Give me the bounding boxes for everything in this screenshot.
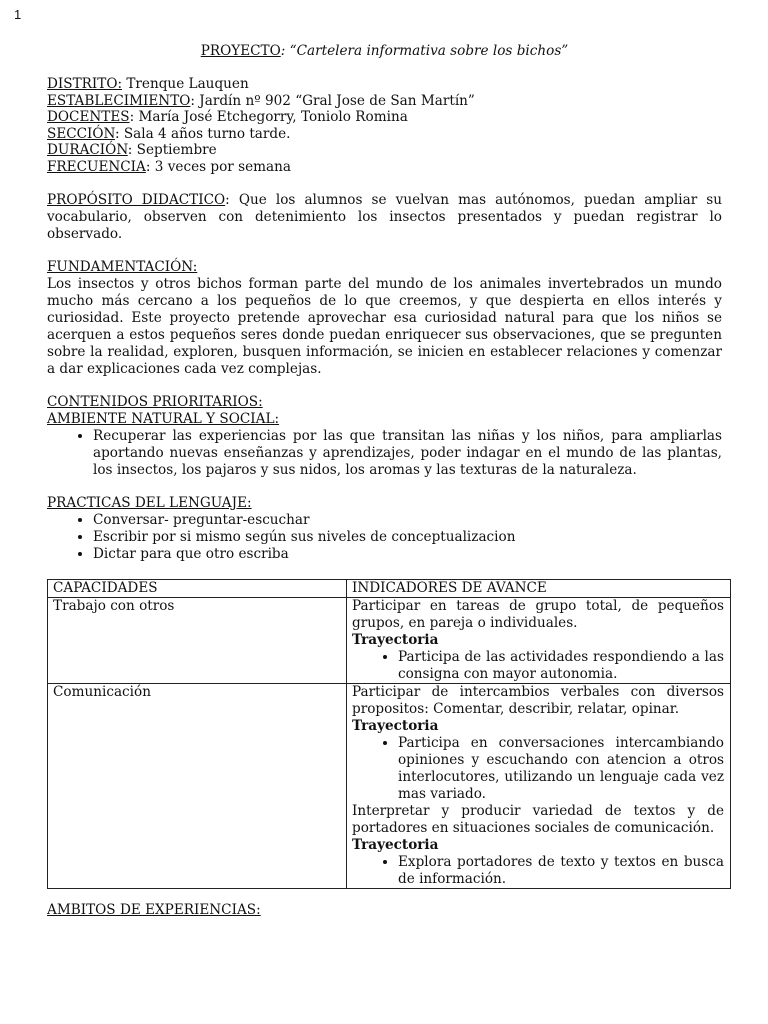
- indicador-cell: [347, 683, 731, 888]
- meta-label: DURACIÓN: [47, 142, 128, 159]
- meta-value: Trenque Lauquen: [122, 76, 249, 92]
- practicas-heading: PRACTICAS DEL LENGUAJE:: [47, 494, 252, 511]
- contenidos-section: [47, 394, 722, 479]
- practicas-section: [47, 495, 722, 563]
- indicador-text: Participar en tareas de grupo total, de pequeños grupos, en pareja o individuales.: [352, 597, 724, 631]
- meta-establecimiento: [47, 93, 722, 110]
- fundamentacion-heading: FUNDAMENTACIÓN:: [47, 258, 198, 275]
- meta-value: : Sala 4 años turno tarde.: [114, 125, 291, 142]
- indicador-cell: [347, 597, 731, 683]
- trayectoria-list: [352, 854, 724, 888]
- proposito-heading: PROPÓSITO DIDACTICO: [47, 191, 226, 208]
- meta-docentes: [47, 109, 722, 126]
- table-row: [48, 683, 731, 888]
- list-item: • Escribir por si mismo según sus niveles de conceptualizacion: [93, 529, 722, 546]
- list-item: • Participa en conversaciones intercambiando opiniones y escuchando con atencion a otros interlocutores, utilizando un lenguaje cada vez mas variado.: [398, 735, 724, 803]
- table-header: INDICADORES DE AVANCE: [347, 579, 731, 597]
- ambitos-heading: AMBITOS DE EXPERIENCIAS:: [47, 901, 261, 918]
- list-item: • Conversar- preguntar-escuchar: [93, 512, 722, 529]
- trayectoria-list: [352, 735, 724, 803]
- capacidad-cell: Trabajo con otros: [48, 597, 347, 683]
- page-number: 1: [14, 7, 22, 22]
- document-body: [47, 43, 722, 919]
- trayectoria-label: Trayectoria: [352, 717, 439, 734]
- trayectoria-list: [352, 649, 724, 683]
- indicador-text: Participar de intercambios verbales con diversos propositos: Comentar, describir, relatar, opinar.: [352, 683, 724, 717]
- meta-value: : 3 veces por semana: [145, 158, 291, 175]
- meta-value: : Septiembre: [127, 142, 217, 159]
- table-header-row: [48, 579, 731, 597]
- meta-distrito: [47, 76, 722, 93]
- meta-label: FRECUENCIA: [47, 158, 146, 175]
- proposito-text: : Que los alumnos se vuelvan mas autónomos, puedan ampliar su vocabulario, observen con detenimiento los insectos presentados y puedan registrar lo observado.: [47, 191, 723, 242]
- meta-frecuencia: [47, 159, 722, 176]
- project-title: [47, 43, 722, 60]
- meta-duracion: [47, 142, 722, 159]
- list-item: • Participa de las actividades respondiendo a las consigna con mayor autonomia.: [398, 649, 724, 683]
- meta-label: DOCENTES: [47, 109, 130, 126]
- fundamentacion-section: [47, 259, 722, 378]
- meta-label: SECCIÓN: [47, 125, 115, 142]
- project-title-label: PROYECTO: [200, 43, 281, 59]
- trayectoria-label: Trayectoria: [352, 836, 439, 853]
- ambiente-heading: AMBIENTE NATURAL Y SOCIAL:: [47, 410, 280, 427]
- trayectoria-label: Trayectoria: [352, 631, 439, 648]
- table-header: CAPACIDADES: [48, 579, 347, 597]
- capacidades-table: [47, 579, 731, 889]
- proposito-section: [47, 192, 722, 243]
- fundamentacion-text: Los insectos y otros bichos forman parte del mundo de los animales invertebrados un mundo mucho más cercano a los pequeños de lo que creemos, y que despierta en ellos interés y curiosidad. Este proyecto pretende aprovechar esa curiosidad natural para que los niños se acerquen a estos pequeños seres donde puedan enriquecer sus observaciones, que se pregunten sobre la realidad, exploren, busquen información, se inicien en establecer relaciones y comenzar a dar explicaciones cada vez complejas.: [47, 275, 722, 377]
- meta-value: : Jardín nº 902 “Gral Jose de San Martín”: [190, 92, 475, 109]
- list-item: • Dictar para que otro escriba: [93, 546, 722, 563]
- proposito-paragraph: [47, 192, 722, 243]
- indicador-text: Interpretar y producir variedad de textos y de portadores en situaciones sociales de comunicación.: [352, 802, 724, 836]
- table-row: [48, 597, 731, 683]
- practicas-list: [47, 512, 722, 563]
- meta-label: ESTABLECIMIENTO: [47, 92, 191, 109]
- meta-seccion: [47, 126, 722, 143]
- project-metadata: [47, 76, 722, 176]
- meta-value: : María José Etchegorry, Toniolo Romina: [129, 109, 408, 126]
- list-item: • Recuperar las experiencias por las que transitan las niñas y los niños, para ampliarlas aportando nuevas enseñanzas y aprendizajes, poder indagar en el mundo de las plantas, los insectos, los pajaros y sus nidos, los aromas y las texturas de la naturaleza.: [93, 428, 722, 479]
- contenidos-heading: CONTENIDOS PRIORITARIOS:: [47, 393, 263, 410]
- list-item: • Explora portadores de texto y textos en busca de información.: [398, 854, 724, 888]
- capacidad-cell: Comunicación: [48, 683, 347, 888]
- meta-label: DISTRITO:: [47, 76, 123, 92]
- project-title-name: : “Cartelera informativa sobre los bichos”: [280, 43, 569, 59]
- ambiente-list: [47, 428, 722, 479]
